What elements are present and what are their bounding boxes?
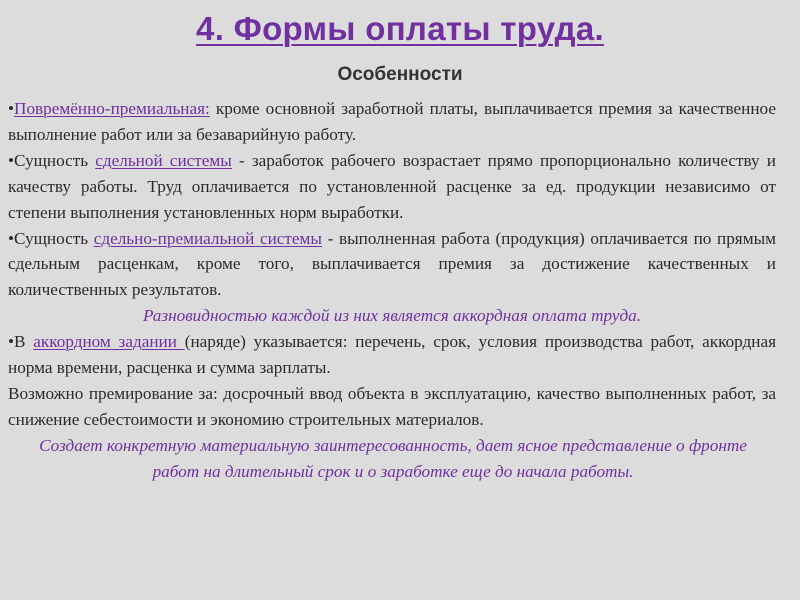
term-accord-task: аккордном задании — [33, 332, 185, 352]
slide-subtitle: Особенности — [337, 64, 463, 85]
paragraph-accord-task — [8, 329, 776, 381]
paragraph-text: (наряде) указывается: перечень, срок, условия производства работ, аккордная норма времени, расценка и сумма зарплаты. — [8, 332, 777, 378]
paragraph-prefix: В — [14, 332, 34, 352]
term-time-premium: Повремённо-премиальная: — [14, 99, 210, 118]
bullet: • — [8, 150, 15, 170]
italic-note-benefit: Создает конкретную материальную заинтересованность, дает ясное представление о фронте работ на длительный срок и о заработке еще до начала работы. — [39, 435, 747, 481]
term-piece-premium: сдельно-премиальной системы — [93, 228, 322, 248]
paragraph-text: - выполненная работа (продукция) оплачивается по прямым сдельным расценкам, кроме того, выплачивается премия за достижение качественных и количественных результатов. — [8, 228, 776, 300]
paragraph-prefix: Сущность — [14, 228, 94, 248]
bullet: • — [8, 332, 15, 352]
bullet: • — [8, 99, 15, 118]
term-piece-rate: сдельной системы — [95, 150, 232, 170]
paragraph-text: - заработок рабочего возрастает прямо пропорционально количеству и качеству работы. Труд оплачивается по установленной расценке за ед. продукции независимо от степени выполнения установленных норм выработки. — [8, 150, 777, 222]
paragraph-text: кроме основной заработной платы, выплачивается премия за качественное выполнение работ или за безаварийную работу. — [8, 99, 776, 144]
bullet: • — [8, 228, 15, 248]
paragraph-piece-premium — [8, 226, 776, 304]
paragraph-time-premium — [8, 96, 776, 148]
paragraph-piece-rate — [8, 148, 776, 226]
paragraph-prefix: Сущность — [14, 150, 96, 170]
slide-title: 4. Формы оплаты труда. — [196, 10, 604, 47]
slide-body — [8, 96, 776, 485]
paragraph-premium-options: Возможно премирование за: досрочный ввод объекта в эксплуатацию, качество выполненных работ, за снижение себестоимости и экономию строительных материалов. — [8, 383, 776, 429]
italic-note-accord: Разновидностью каждой из них является аккордная оплата труда. — [142, 306, 642, 326]
